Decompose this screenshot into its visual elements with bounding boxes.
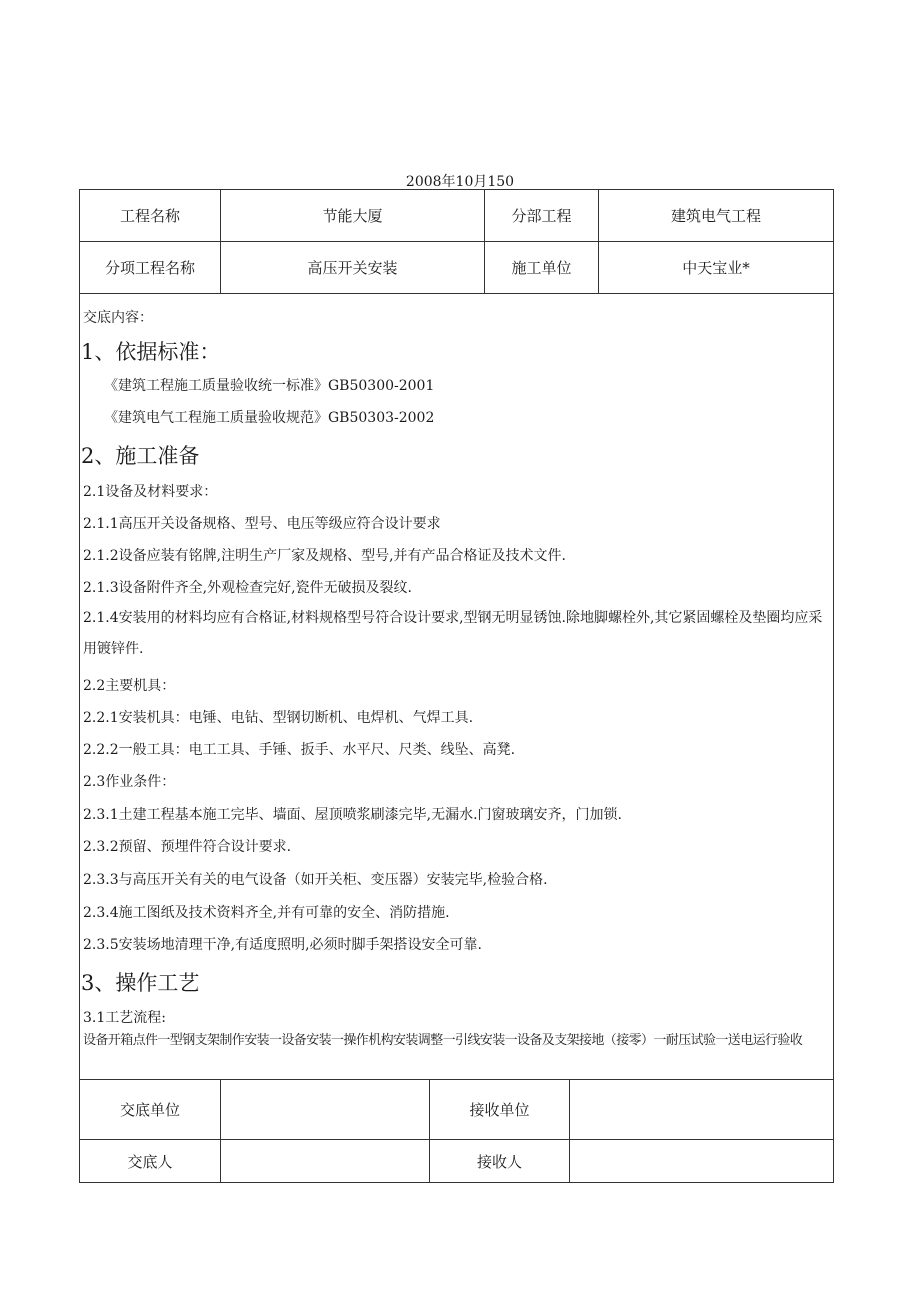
signature-row-1	[80, 1080, 834, 1140]
line-2-2-1: 2.2.1安装机具：电锤、电钻、型钢切断机、电焊机、气焊工具.	[83, 710, 474, 726]
content-intro: 交底内容：	[83, 310, 153, 326]
receiver-person-value	[570, 1140, 834, 1183]
project-name-value: 节能大厦	[221, 190, 485, 242]
section-1-title: 1、依据标准：	[81, 340, 221, 364]
header-row-2	[80, 242, 834, 294]
line-2-3-4: 2.3.4施工图纸及技术资料齐全,并有可靠的安全、消防措施.	[83, 905, 450, 921]
line-2-3-3: 2.3.3与高压开关有关的电气设备（如开关柜、变压器）安装完毕,检验合格.	[83, 872, 548, 888]
line-2-2: 2.2主要机具：	[83, 678, 176, 694]
line-2-1-1: 2.1.1高压开关设备规格、型号、电压等级应符合设计要求	[83, 516, 441, 532]
process-flow: 设备开箱点件一型钢支架制作安装一设备安装一操作机构安装调整一引线安装一设备及支架接地（接零）一耐压试验一送电运行验收	[83, 1033, 803, 1048]
line-2-3-2: 2.3.2预留、预埋件符合设计要求.	[83, 839, 292, 855]
handover-unit-label: 交底单位	[80, 1080, 221, 1140]
division-value: 建筑电气工程	[599, 190, 834, 242]
line-2-1: 2.1设备及材料要求：	[83, 484, 218, 500]
contractor-label: 施工单位	[485, 242, 599, 294]
line-2-1-4: 2.1.4安装用的材料均应有合格证,材料规格型号符合设计要求,型钢无明显锈蚀.除地脚螺栓外,其它紧固螺栓及垫圈均应采用镀锌件.	[83, 610, 823, 657]
line-2-3: 2.3作业条件：	[83, 774, 176, 790]
handover-content	[79, 293, 834, 1079]
subitem-value: 高压开关安装	[221, 242, 485, 294]
standard-1: 《建筑工程施工质量验收统一标准》GB50300-2001	[104, 378, 435, 394]
receiver-unit-label: 接收单位	[430, 1080, 570, 1140]
subitem-label: 分项工程名称	[80, 242, 221, 294]
line-2-2-2: 2.2.2一般工具：电工工具、手锤、扳手、水平尺、尺类、线坠、高凳.	[83, 742, 516, 758]
line-2-3-5: 2.3.5安装场地清理干净,有适度照明,必须时脚手架搭设安全可靠.	[83, 937, 482, 953]
date-line: 2008年10月150	[405, 174, 515, 190]
standard-2: 《建筑电气工程施工质量验收规范》GB50303-2002	[104, 410, 435, 426]
line-2-3-1: 2.3.1土建工程基本施工完毕、墙面、屋顶喷浆刷漆完毕,无漏水.门窗玻璃安齐，门加锁.	[83, 807, 622, 823]
division-label: 分部工程	[485, 190, 599, 242]
contractor-value: 中天宝业*	[599, 242, 834, 294]
header-row-1	[80, 190, 834, 242]
handover-unit-value	[221, 1080, 430, 1140]
signature-table	[79, 1079, 834, 1183]
receiver-unit-value	[570, 1080, 834, 1140]
receiver-person-label: 接收人	[430, 1140, 570, 1183]
handover-person-label: 交底人	[80, 1140, 221, 1183]
handover-person-value	[221, 1140, 430, 1183]
section-2-title: 2、施工准备	[81, 444, 200, 468]
project-name-label: 工程名称	[80, 190, 221, 242]
line-3-1: 3.1工艺流程:	[83, 1010, 166, 1026]
section-3-title: 3、操作工艺	[81, 971, 200, 995]
signature-row-2	[80, 1140, 834, 1183]
header-table	[79, 189, 834, 294]
line-2-1-2: 2.1.2设备应装有铭牌,注明生产厂家及规格、型号,并有产品合格证及技术文件.	[83, 548, 566, 564]
line-2-1-3: 2.1.3设备附件齐全,外观检查完好,瓷件无破损及裂纹.	[83, 580, 412, 596]
